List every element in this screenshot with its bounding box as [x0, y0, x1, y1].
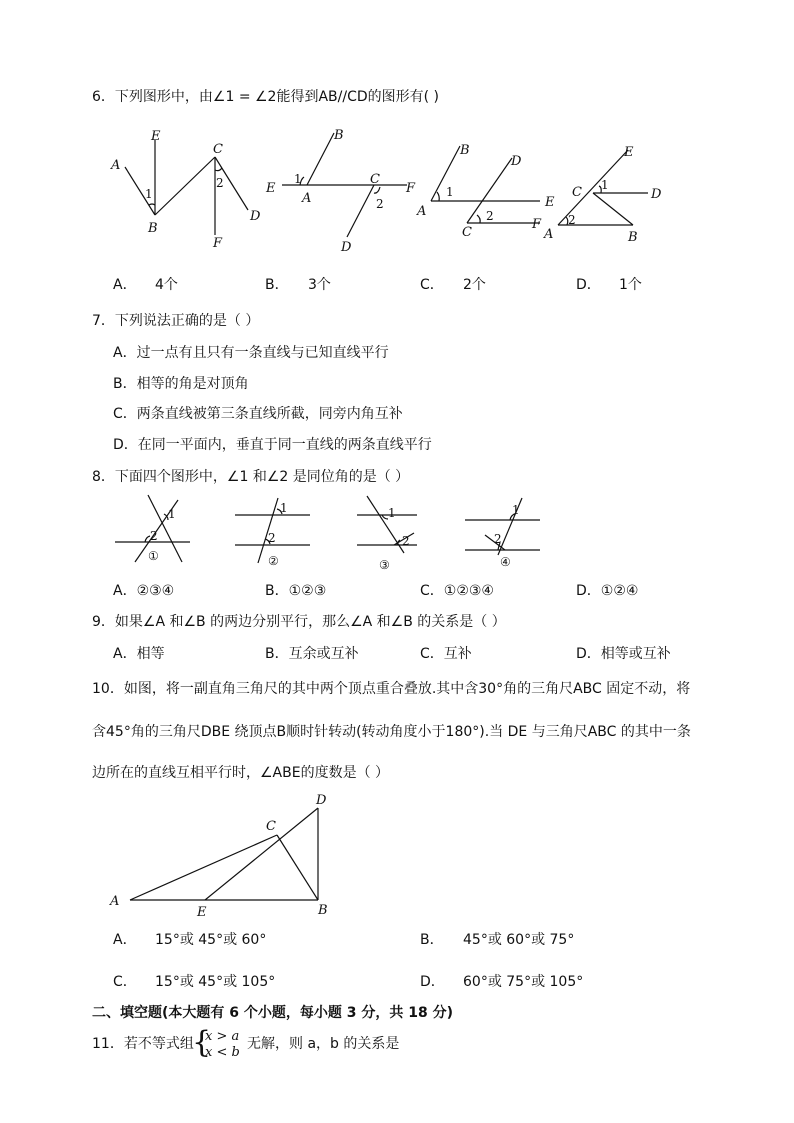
q9-option-a: A．相等: [113, 646, 165, 662]
q7-option-c: C．两条直线被第三条直线所截，同旁内角互补: [113, 406, 403, 422]
q8f2-number: ②: [268, 554, 279, 568]
q8-option-d: D．①②④: [576, 583, 639, 599]
q11-system-row-1: x > a: [205, 1029, 240, 1044]
q8-stem: 8．下面四个图形中，∠1 和∠2 是同位角的是（ ）: [92, 469, 410, 485]
q6-option-b-letter: B．: [265, 277, 289, 293]
q10-option-c: 15°或 45°或 105°: [155, 974, 276, 990]
q10-stem-line-3: 边所在的直线互相平行时，∠ABE的度数是（ ）: [92, 765, 390, 781]
q11-suffix: 无解，则 a，b 的关系是: [247, 1036, 400, 1052]
q6f2-label-D: D: [341, 240, 352, 255]
q8f2-label-1: 1: [280, 501, 288, 515]
q8f4-number: ④: [500, 555, 511, 569]
q6-figure-4: [538, 140, 678, 250]
q6-option-c-letter: C．: [420, 277, 444, 293]
q6f1-label-B: B: [148, 221, 158, 236]
q6-option-c: 2个: [463, 277, 486, 293]
q10-label-B: B: [318, 903, 328, 918]
q8-option-a: A．②③④: [113, 583, 175, 599]
q8-figure-4: [460, 495, 550, 570]
q10-stem-line-2: 含45°角的三角尺DBE 绕顶点B顺时针转动(转动角度小于180°).当 DE 与三角尺ABC 的其中一条: [92, 724, 691, 740]
q8-figure-2: [230, 495, 320, 570]
q6f1-label-2: 2: [216, 176, 224, 190]
q6-figure-2: [262, 125, 422, 255]
q9-stem: 9．如果∠A 和∠B 的两边分别平行，那么∠A 和∠B 的关系是（ ）: [92, 614, 506, 630]
q6f3-label-E: E: [545, 195, 555, 210]
q10-option-a-letter: A．: [113, 932, 137, 948]
q6f2-label-1: 1: [294, 172, 302, 186]
q8f4-label-2: 2: [494, 532, 502, 546]
q6-option-d: 1个: [619, 277, 642, 293]
q11-brace: {: [192, 1025, 212, 1060]
q8f2-label-2: 2: [268, 531, 276, 545]
q6f3-label-B: B: [460, 143, 470, 158]
q6f4-label-D: D: [651, 187, 662, 202]
q6f3-label-2: 2: [486, 209, 494, 223]
q8f3-number: ③: [379, 558, 390, 572]
q7-option-b: B．相等的角是对顶角: [113, 376, 249, 392]
q6-option-a-letter: A．: [113, 277, 137, 293]
q7-stem: 7．下列说法正确的是（ ）: [92, 313, 260, 329]
q8-option-c: C．①②③④: [420, 583, 494, 599]
q10-option-b: 45°或 60°或 75°: [463, 932, 575, 948]
q6f4-label-1: 1: [601, 178, 609, 192]
q6f1-label-1: 1: [145, 187, 153, 201]
q10-label-C: C: [266, 819, 276, 834]
q10-stem-line-1: 10．如图，将一副直角三角尺的其中两个顶点重合叠放.其中含30°角的三角尺ABC 固定不动，将: [92, 681, 691, 697]
q8-figure-3: [352, 493, 442, 573]
q6f4-label-E: E: [624, 145, 634, 160]
q6f2-label-F: F: [406, 181, 416, 196]
q8f1-label-1: 1: [168, 507, 176, 521]
q6f3-label-D: D: [511, 154, 522, 169]
q6f1-label-C: C: [213, 142, 223, 157]
q6f4-label-A: A: [544, 227, 554, 242]
q10-label-A: A: [110, 894, 120, 909]
q8f3-label-2: 2: [402, 534, 410, 548]
q6f2-label-A: A: [302, 191, 312, 206]
q6-option-d-letter: D．: [576, 277, 601, 293]
q8f4-label-1: 1: [512, 503, 520, 517]
q9-option-c: C．互补: [420, 646, 472, 662]
q6f3-label-C: C: [462, 225, 472, 240]
q6f4-label-C: C: [572, 185, 582, 200]
q6-option-a: 4个: [155, 277, 178, 293]
q10-figure: [105, 790, 345, 925]
q6f2-label-E: E: [266, 181, 276, 196]
q6f2-label-B: B: [334, 128, 344, 143]
q6-option-b: 3个: [308, 277, 331, 293]
q8f1-label-2: 2: [150, 529, 158, 543]
q8-figure-1: [110, 492, 200, 572]
q10-label-E: E: [197, 905, 207, 920]
q6f2-label-2: 2: [376, 197, 384, 211]
q10-option-b-letter: B．: [420, 932, 444, 948]
q9-option-b: B．互余或互补: [265, 646, 359, 662]
q8-option-b: B．①②③: [265, 583, 327, 599]
q6f3-label-A: A: [417, 204, 427, 219]
q6f4-label-B: B: [628, 230, 638, 245]
q6f4-label-2: 2: [568, 213, 576, 227]
q10-option-d: 60°或 75°或 105°: [463, 974, 584, 990]
q8f3-label-1: 1: [388, 506, 396, 520]
q8f1-number: ①: [148, 549, 159, 563]
q7-option-a: A．过一点有且只有一条直线与已知直线平行: [113, 345, 389, 361]
q6f1-label-A: A: [111, 158, 121, 173]
q9-option-d: D．相等或互补: [576, 646, 671, 662]
q10-label-D: D: [316, 793, 327, 808]
q11-prefix: 11．若不等式组: [92, 1036, 194, 1052]
section-2-title: 二、填空题(本大题有 6 个小题，每小题 3 分，共 18 分): [92, 1005, 454, 1021]
q7-option-d: D．在同一平面内，垂直于同一直线的两条直线平行: [113, 437, 432, 453]
q6-figure-1: [105, 125, 265, 255]
q6f2-label-C: C: [370, 172, 380, 187]
q6f1-label-D: D: [250, 209, 261, 224]
q6f1-label-F: F: [213, 236, 223, 251]
q10-option-c-letter: C．: [113, 974, 137, 990]
q6f1-label-E: E: [151, 129, 161, 144]
q11-system-row-2: x < b: [205, 1045, 240, 1060]
q10-option-a: 15°或 45°或 60°: [155, 932, 267, 948]
q10-option-d-letter: D．: [420, 974, 445, 990]
q6f3-label-1: 1: [446, 185, 454, 199]
q6-stem: 6．下列图形中，由∠1 = ∠2能得到AB//CD的图形有( ): [92, 89, 439, 105]
q6f3-label-F: F: [532, 217, 542, 232]
